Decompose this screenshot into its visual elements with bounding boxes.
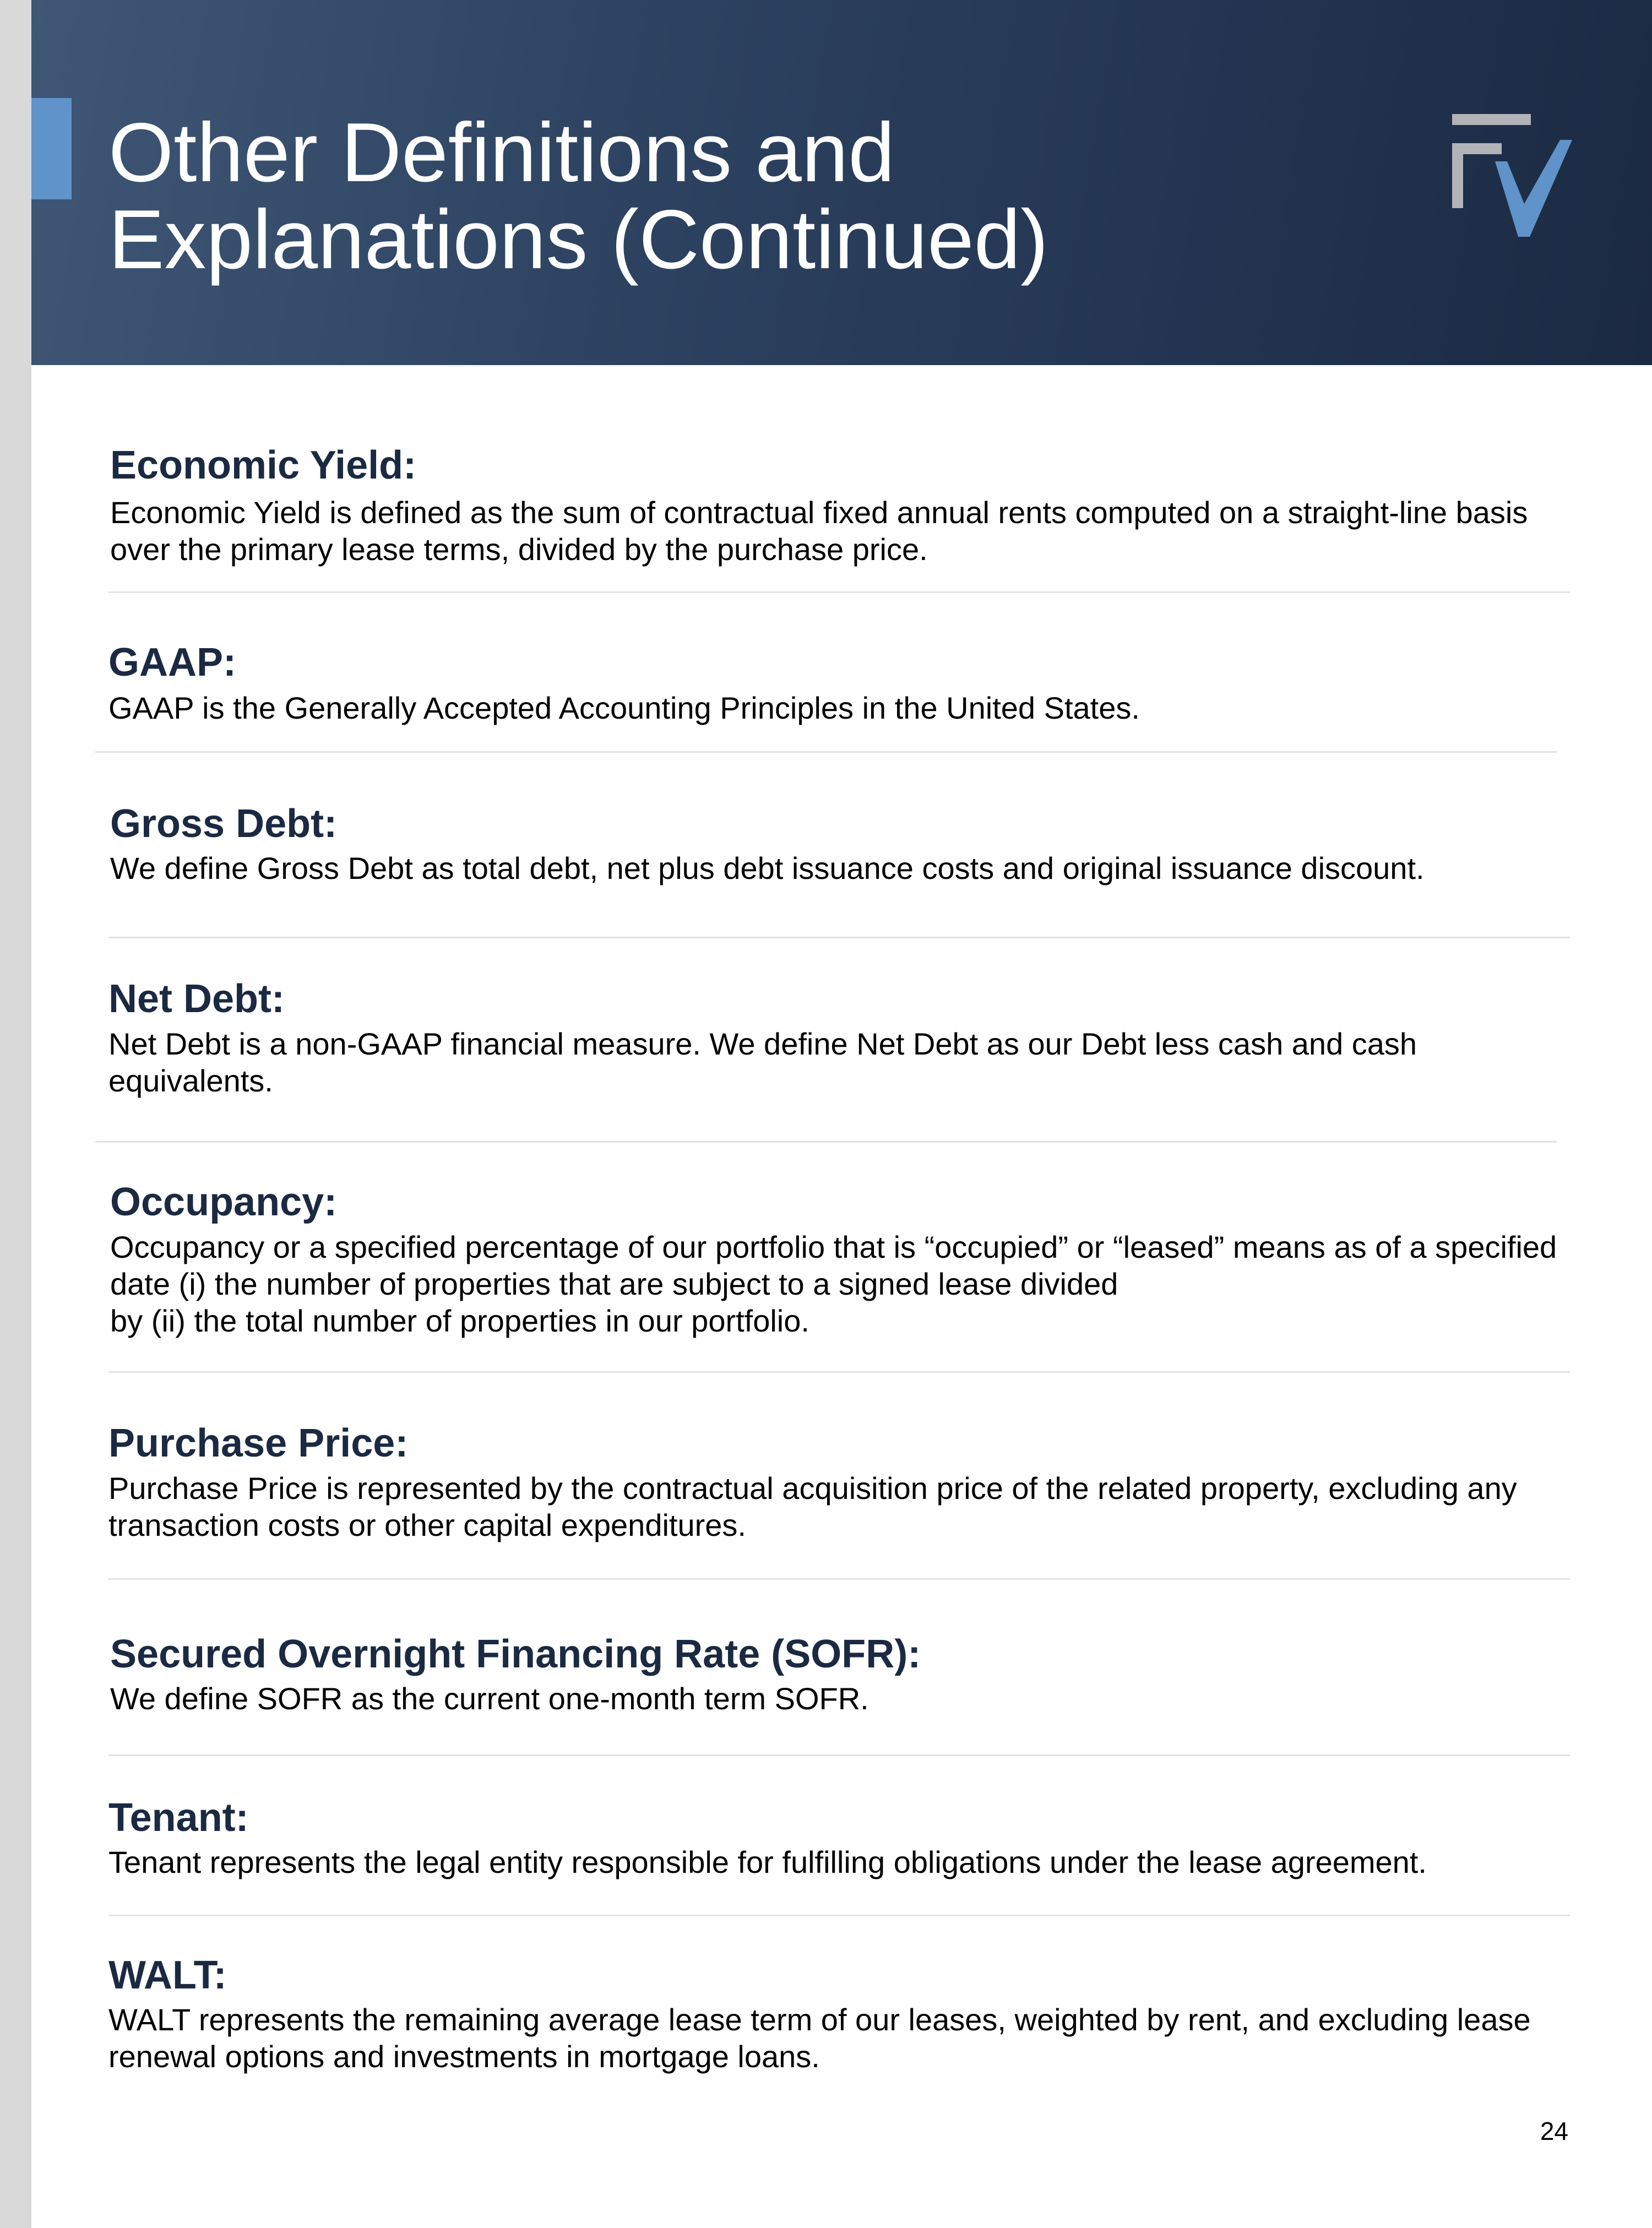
section-divider [95, 1141, 1557, 1143]
definition-title-purchase-price: Purchase Price: [108, 1421, 409, 1465]
definition-line: by (ii) the total number of properties in our portfolio. [110, 1303, 809, 1338]
definition-title-tenant: Tenant: [108, 1796, 249, 1840]
page-title-line-1: Other Definitions and [108, 106, 895, 199]
definition-title-gaap: GAAP: [108, 640, 236, 684]
definition-title-economic-yield: Economic Yield: [110, 443, 417, 487]
definition-text-occupancy [110, 1229, 1652, 1339]
definition-text-gaap [108, 689, 1650, 726]
definition-line: Net Debt is a non-GAAP financial measure. We define Net Debt as our Debt less cash and cash [108, 1026, 1417, 1061]
definition-text-purchase-price [108, 1470, 1650, 1544]
definition-title-net-debt: Net Debt: [108, 977, 285, 1021]
page-number: 24 [1540, 2117, 1568, 2145]
definition-line: Economic Yield is defined as the sum of contractual fixed annual rents computed on a straight-line basis [110, 495, 1528, 530]
definition-text-net-debt [108, 1025, 1650, 1099]
definition-line: date (i) the number of properties that are subject to a signed lease divided [110, 1267, 1118, 1301]
definition-line: GAAP is the Generally Accepted Accounting Principles in the United States. [108, 691, 1140, 725]
section-divider [108, 1371, 1570, 1373]
section-divider [108, 937, 1570, 938]
definition-title-gross-debt: Gross Debt: [110, 802, 338, 846]
definition-line: WALT represents the remaining average lease term of our leases, weighted by rent, and excluding lease [108, 2002, 1531, 2037]
definition-line: equivalents. [108, 1063, 273, 1098]
section-divider [108, 1578, 1570, 1580]
definition-line: over the primary lease terms, divided by the purchase price. [110, 532, 928, 567]
definition-line: Occupancy or a specified percentage of our portfolio that is “occupied” or “leased” means as of a specified [110, 1230, 1557, 1264]
definition-line: Tenant represents the legal entity responsible for fulfilling obligations under the lease agreement. [108, 1845, 1427, 1879]
page-title-line-2: Explanations (Continued) [108, 193, 1048, 286]
definition-text-gross-debt [110, 850, 1652, 887]
definition-line: We define SOFR as the current one-month term SOFR. [110, 1681, 869, 1716]
definition-text-tenant [108, 1844, 1650, 1881]
definition-line: transaction costs or other capital expenditures. [108, 1508, 746, 1542]
definition-text-economic-yield [110, 494, 1652, 568]
definition-title-occupancy: Occupancy: [110, 1180, 338, 1224]
definition-text-sofr [110, 1680, 1652, 1717]
definition-line: renewal options and investments in mortgage loans. [108, 2039, 820, 2074]
section-divider [108, 1754, 1570, 1756]
section-divider [108, 591, 1570, 593]
definition-line: We define Gross Debt as total debt, net plus debt issuance costs and original issuance discount. [110, 851, 1425, 885]
definition-title-walt: WALT: [108, 1953, 227, 1997]
definition-text-walt [108, 2001, 1650, 2075]
definition-line: Purchase Price is represented by the contractual acquisition price of the related property, excluding any [108, 1471, 1517, 1506]
definition-title-sofr: Secured Overnight Financing Rate (SOFR): [110, 1632, 921, 1676]
section-divider [95, 751, 1557, 753]
section-divider [108, 1915, 1570, 1916]
